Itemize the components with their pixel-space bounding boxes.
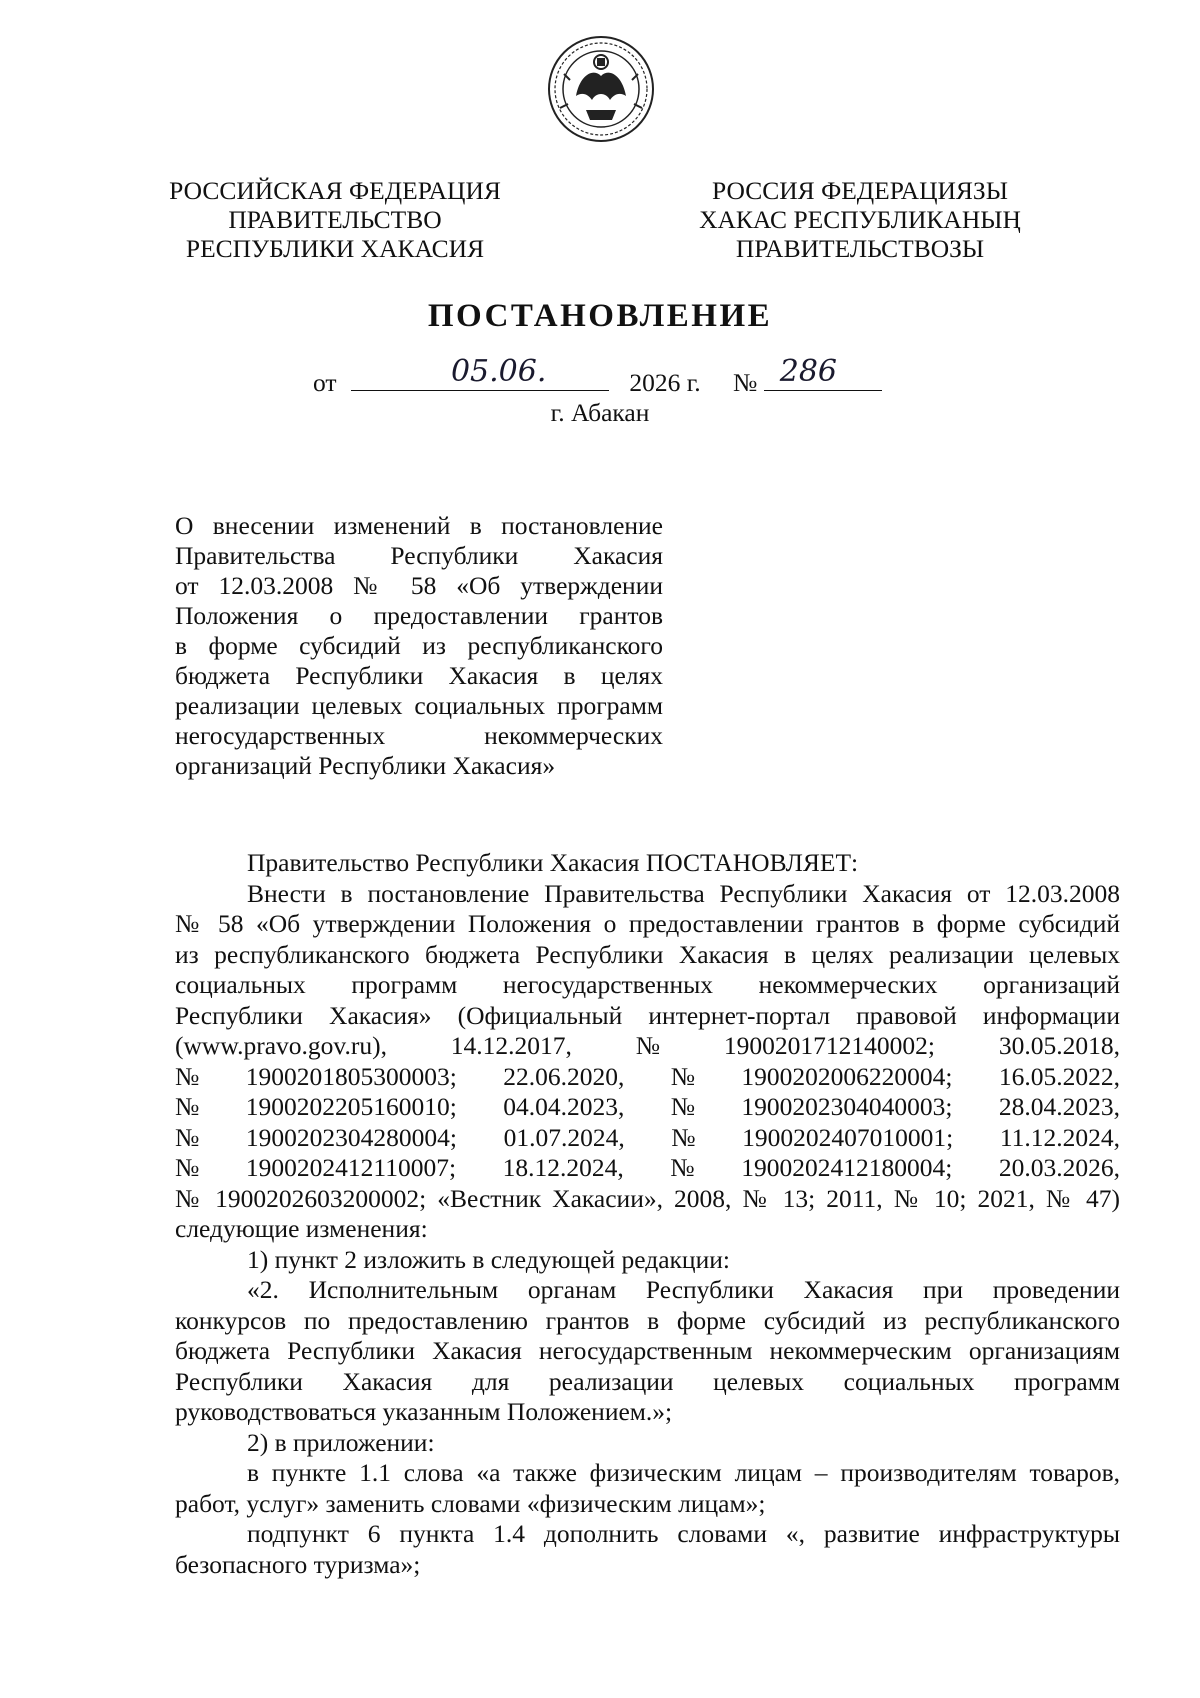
item-1-heading: 1) пункт 2 изложить в следующей редакции: (247, 1244, 730, 1274)
header-left-line: РОССИЙСКАЯ ФЕДЕРАЦИЯ (169, 176, 501, 205)
body-line: безопасного туризма»; (175, 1549, 421, 1579)
reference-row (175, 1153, 1120, 1184)
subject-line: реализации целевых социальных программ (175, 691, 663, 720)
body-line: Республики Хакасия для реализации целевых социальных программ (175, 1366, 1120, 1396)
body-line: № 58 «Об утверждении Положения о предоставлении грантов в форме субсидий (175, 909, 1120, 938)
body-line: в пункте 1.1 слова «а также физическим лицам – производителям товаров, (247, 1458, 1120, 1487)
reference-cell: 04.04.2023, (503, 1092, 625, 1121)
reference-cell: 11.12.2024, (999, 1122, 1120, 1152)
subject-line: Положения о предоставлении грантов (175, 601, 663, 630)
reference-cell: № (670, 1153, 695, 1182)
reference-cell: 1900202304040003; (741, 1092, 953, 1121)
header-left-line: ПРАВИТЕЛЬСТВО (228, 205, 442, 234)
subject-line: в форме субсидий из республиканского (175, 631, 663, 660)
header-right-line: ХАКАС РЕСПУБЛИКАНЫҢ (699, 205, 1021, 234)
body-line: подпункт 6 пункта 1.4 дополнить словами «, развитие инфраструктуры (247, 1519, 1120, 1548)
reference-cell: 18.12.2024, (502, 1153, 624, 1182)
intro-line: Правительство Республики Хакасия ПОСТАНОВЛЯЕТ: (247, 848, 859, 877)
handwritten-date: 05.06. (450, 354, 547, 389)
reference-cell: 1900202407010001; (742, 1122, 954, 1152)
reference-cell: 30.05.2018, (998, 1031, 1120, 1060)
body-line: «2. Исполнительным органам Республики Хакасия при проведении (247, 1275, 1120, 1304)
reference-cell: 1900202304280004; (245, 1122, 457, 1152)
item-2-heading: 2) в приложении: (247, 1427, 435, 1457)
subject-line: бюджета Республики Хакасия в целях (175, 661, 663, 690)
header-left (130, 176, 540, 263)
reference-cell: № (175, 1061, 200, 1091)
reference-row (175, 1031, 1120, 1062)
reference-cell: 16.05.2022, (998, 1061, 1120, 1091)
body-line: бюджета Республики Хакасия негосударственным некоммерческим организациям (175, 1336, 1120, 1365)
body-line: работ, услуг» заменить словами «физическим лицам»; (175, 1488, 766, 1518)
reference-cell: 14.12.2017, (450, 1031, 572, 1060)
reference-cell: № (671, 1122, 696, 1152)
subject-line: О внесении изменений в постановление (175, 511, 663, 540)
body-line: Внести в постановление Правительства Республики Хакасия от 12.03.2008 (247, 878, 1120, 908)
number-label: № (733, 368, 758, 397)
reference-cell: 1900201712140002; (723, 1031, 936, 1060)
subject-line: негосударственных некоммерческих (175, 721, 663, 750)
reference-cell: 1900202006220004; (741, 1061, 953, 1091)
reference-cell: 1900202412110007; (245, 1153, 457, 1182)
reference-cell: (www.pravo.gov.ru), (175, 1031, 387, 1060)
reference-cell: № (670, 1061, 696, 1091)
reference-cell: 1900202412180004; (741, 1153, 953, 1182)
header-right (680, 176, 1040, 263)
body-line: из республиканского бюджета Республики Хакасия в целях реализации целевых (175, 939, 1120, 969)
subject-line: Правительства Республики Хакасия (175, 541, 663, 570)
reference-row (175, 1123, 1120, 1154)
reference-cell: № (175, 1153, 200, 1182)
reference-cell: 1900201805300003; (245, 1061, 457, 1091)
reference-row (175, 1092, 1120, 1123)
header-right-line: РОССИЯ ФЕДЕРАЦИЯЗЫ (712, 176, 1008, 205)
handwritten-number: 286 (779, 354, 838, 389)
reference-cell: 28.04.2023, (998, 1092, 1120, 1121)
reference-cell: № (175, 1092, 200, 1121)
reference-cell: 01.07.2024, (503, 1122, 625, 1152)
header-right-line: ПРАВИТЕЛЬСТВОЗЫ (735, 234, 985, 263)
city: г. Абакан (550, 398, 650, 427)
body-line: № 1900202603200002; «Вестник Хакасии», 2008, № 13; 2011, № 10; 2021, № 47) (175, 1183, 1120, 1213)
reference-cell: 20.03.2026, (998, 1153, 1120, 1182)
date-line (313, 354, 882, 398)
coat-of-arms-icon (546, 34, 656, 144)
number-field (764, 354, 882, 391)
reference-cell: № (635, 1031, 661, 1060)
reference-cell: 22.06.2020, (503, 1061, 625, 1091)
document-title: ПОСТАНОВЛЕНИЕ (427, 298, 773, 334)
body-line: конкурсов по предоставлению грантов в форме субсидий из республиканского (175, 1305, 1120, 1335)
header-left-line: РЕСПУБЛИКИ ХАКАСИЯ (185, 234, 485, 263)
reference-row (175, 1062, 1120, 1093)
document-body (175, 848, 1120, 1580)
reference-cell: № (670, 1092, 696, 1121)
date-year: 2026 г. (629, 368, 701, 397)
date-field (351, 354, 609, 391)
body-line: социальных программ негосударственных некоммерческих организаций (175, 970, 1120, 999)
subject-line: от 12.03.2008 № 58 «Об утверждении (175, 571, 663, 600)
subject-line: организаций Республики Хакасия» (175, 751, 556, 780)
reference-cell: 1900202205160010; (245, 1092, 457, 1121)
body-line: Республики Хакасия» (Официальный интернет-портал правовой информации (175, 1000, 1120, 1030)
date-prefix: от (313, 368, 337, 397)
subject-block (175, 511, 663, 781)
body-line: руководствоваться указанным Положением.»; (175, 1397, 673, 1426)
body-line: следующие изменения: (175, 1214, 428, 1243)
reference-cell: № (175, 1122, 200, 1152)
